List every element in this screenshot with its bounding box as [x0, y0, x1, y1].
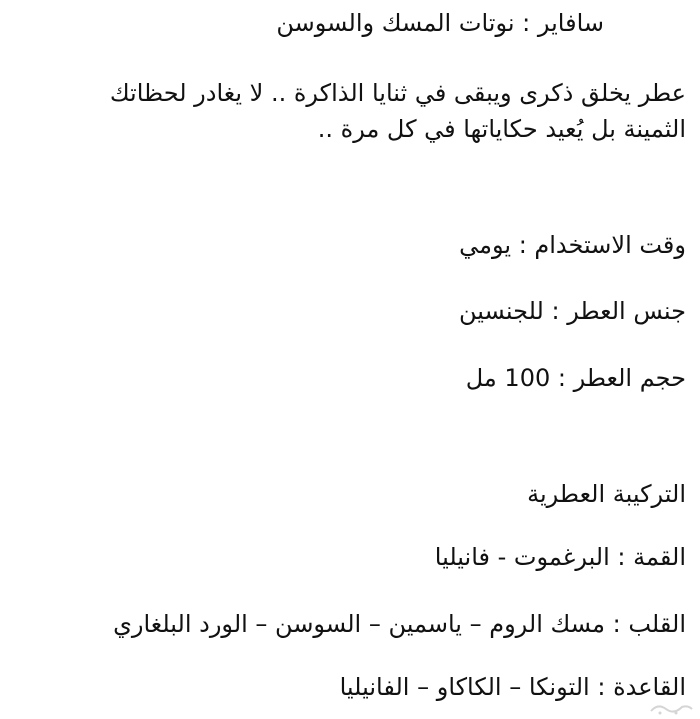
composition-heading: التركيبة العطرية [527, 480, 686, 508]
base-notes-line: القاعدة : التونكا – الكاكاو – الفانيليا [339, 673, 686, 701]
perfume-title-line: سافاير : نوتات المسك والسوسن [276, 9, 604, 37]
site-logo-watermark-icon [648, 699, 694, 717]
heart-notes-line: القلب : مسك الروم – ياسمين – السوسن – الورد البلغاري [113, 610, 686, 638]
description-line-1: عطر يخلق ذكرى ويبقى في ثنايا الذاكرة .. لا يغادر لحظاتك [109, 79, 686, 107]
top-notes-line: القمة : البرغموت - فانيليا [434, 543, 686, 571]
description-line-2: الثمينة بل يُعيد حكاياتها في كل مرة .. [317, 115, 686, 143]
gender-line: جنس العطر : للجنسين [458, 297, 686, 325]
usage-time-line: وقت الاستخدام : يومي [459, 231, 686, 259]
size-line: حجم العطر : 100 مل [465, 364, 686, 392]
